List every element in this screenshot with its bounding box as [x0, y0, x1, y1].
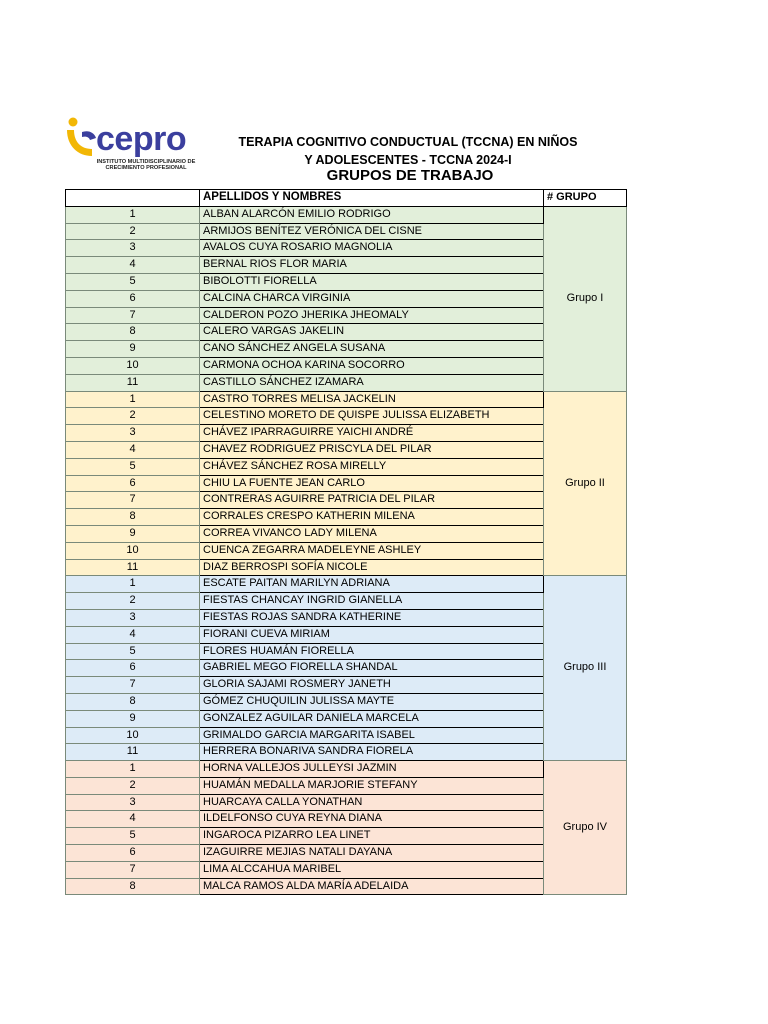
table-row: [66, 576, 627, 593]
table-row: [66, 525, 627, 542]
row-number: 10: [66, 542, 200, 559]
row-number: 1: [66, 576, 200, 593]
participant-name: CALERO VARGAS JAKELIN: [200, 324, 544, 341]
participant-name: IZAGUIRRE MEJIAS NATALI DAYANA: [200, 845, 544, 862]
participant-name: GABRIEL MEGO FIORELLA SHANDAL: [200, 660, 544, 677]
document-title: [220, 133, 596, 169]
table-row: [66, 643, 627, 660]
table-row: [66, 307, 627, 324]
table-row: [66, 324, 627, 341]
participant-name: HUAMÁN MEDALLA MARJORIE STEFANY: [200, 777, 544, 794]
row-number: 7: [66, 492, 200, 509]
col-header-number: [66, 190, 200, 207]
row-number: 2: [66, 223, 200, 240]
row-number: 3: [66, 794, 200, 811]
title-line-2: Y ADOLESCENTES - TCCNA 2024-I: [304, 153, 512, 167]
participant-name: CORREA VIVANCO LADY MILENA: [200, 525, 544, 542]
row-number: 10: [66, 357, 200, 374]
participant-name: GÓMEZ CHUQUILIN JULISSA MAYTE: [200, 693, 544, 710]
row-number: 1: [66, 206, 200, 223]
participant-name: GRIMALDO GARCIA MARGARITA ISABEL: [200, 727, 544, 744]
table-title: GRUPOS DE TRABAJO: [326, 167, 494, 184]
row-number: 8: [66, 693, 200, 710]
table-row: [66, 761, 627, 778]
table-row: [66, 693, 627, 710]
table-row: [66, 206, 627, 223]
table-row: [66, 475, 627, 492]
group-label: Grupo I: [544, 206, 627, 391]
table-row: [66, 609, 627, 626]
table-row: [66, 559, 627, 576]
table-row: [66, 845, 627, 862]
participant-name: CHÁVEZ SÁNCHEZ ROSA MIRELLY: [200, 458, 544, 475]
row-number: 11: [66, 744, 200, 761]
participant-name: DIAZ BERROSPI SOFÍA NICOLE: [200, 559, 544, 576]
table-row: [66, 710, 627, 727]
row-number: 4: [66, 626, 200, 643]
participant-name: CUENCA ZEGARRA MADELEYNE ASHLEY: [200, 542, 544, 559]
table-row: [66, 357, 627, 374]
participant-name: CHIU LA FUENTE JEAN CARLO: [200, 475, 544, 492]
row-number: 5: [66, 828, 200, 845]
table-row: [66, 660, 627, 677]
participant-name: CHÁVEZ IPARRAGUIRRE YAICHI ANDRÉ: [200, 425, 544, 442]
participant-name: LIMA ALCCAHUA MARIBEL: [200, 861, 544, 878]
table-row: [66, 341, 627, 358]
table-row: [66, 273, 627, 290]
row-number: 11: [66, 374, 200, 391]
row-number: 6: [66, 475, 200, 492]
row-number: 4: [66, 441, 200, 458]
table-row: [66, 727, 627, 744]
table-row: [66, 408, 627, 425]
row-number: 5: [66, 643, 200, 660]
table-row: [66, 744, 627, 761]
participant-name: AVALOS CUYA ROSARIO MAGNOLIA: [200, 240, 544, 257]
table-row: [66, 492, 627, 509]
participant-name: CASTILLO SÁNCHEZ IZAMARA: [200, 374, 544, 391]
table-row: [66, 777, 627, 794]
participant-name: CARMONA OCHOA KARINA SOCORRO: [200, 357, 544, 374]
table-row: [66, 542, 627, 559]
participant-name: ESCATE PAITAN MARILYN ADRIANA: [200, 576, 544, 593]
row-number: 1: [66, 761, 200, 778]
table-row: [66, 240, 627, 257]
table-row: [66, 828, 627, 845]
participant-name: FIORANI CUEVA MIRIAM: [200, 626, 544, 643]
row-number: 6: [66, 290, 200, 307]
group-label: Grupo II: [544, 391, 627, 576]
row-number: 5: [66, 458, 200, 475]
table-row: [66, 593, 627, 610]
table-row: [66, 861, 627, 878]
participant-name: INGAROCA PIZARRO LEA LINET: [200, 828, 544, 845]
row-number: 9: [66, 710, 200, 727]
table-row: [66, 441, 627, 458]
table-row: [66, 290, 627, 307]
participant-name: ILDELFONSO CUYA REYNA DIANA: [200, 811, 544, 828]
group-label: Grupo III: [544, 576, 627, 761]
table-row: [66, 811, 627, 828]
row-number: 8: [66, 324, 200, 341]
participant-name: CASTRO TORRES MELISA JACKELIN: [200, 391, 544, 408]
table-row: [66, 458, 627, 475]
participant-name: FIESTAS CHANCAY INGRID GIANELLA: [200, 593, 544, 610]
title-line-1: TERAPIA COGNITIVO CONDUCTUAL (TCCNA) EN NIÑOS: [238, 135, 578, 149]
participant-name: BIBOLOTTI FIORELLA: [200, 273, 544, 290]
row-number: 2: [66, 408, 200, 425]
table-row: [66, 878, 627, 895]
participant-name: GONZALEZ AGUILAR DANIELA MARCELA: [200, 710, 544, 727]
row-number: 8: [66, 878, 200, 895]
participant-name: HUARCAYA CALLA YONATHAN: [200, 794, 544, 811]
cepro-logo: [64, 116, 214, 182]
participant-name: GLORIA SAJAMI ROSMERY JANETH: [200, 677, 544, 694]
table-header-row: [66, 190, 627, 207]
col-header-group: # GRUPO: [544, 190, 627, 207]
table-row: [66, 391, 627, 408]
logo-wordmark: cepro: [96, 120, 187, 158]
participant-name: CALDERON POZO JHERIKA JHEOMALY: [200, 307, 544, 324]
row-number: 10: [66, 727, 200, 744]
row-number: 7: [66, 861, 200, 878]
table-row: [66, 626, 627, 643]
row-number: 8: [66, 509, 200, 526]
table-body: [66, 206, 627, 895]
participant-name: CALCINA CHARCA VIRGINIA: [200, 290, 544, 307]
participant-name: FLORES HUAMÁN FIORELLA: [200, 643, 544, 660]
group-label: Grupo IV: [544, 761, 627, 895]
row-number: 9: [66, 341, 200, 358]
participant-name: ARMIJOS BENÍTEZ VERÓNICA DEL CISNE: [200, 223, 544, 240]
groups-table: [65, 189, 627, 895]
participant-name: CELESTINO MORETO DE QUISPE JULISSA ELIZABETH: [200, 408, 544, 425]
row-number: 3: [66, 609, 200, 626]
table-row: [66, 794, 627, 811]
participant-name: CORRALES CRESPO KATHERIN MILENA: [200, 509, 544, 526]
participant-name: MALCA RAMOS ALDA MARÍA ADELAIDA: [200, 878, 544, 895]
participant-name: HERRERA BONARIVA SANDRA FIORELA: [200, 744, 544, 761]
row-number: 11: [66, 559, 200, 576]
participant-name: CANO SÁNCHEZ ANGELA SUSANA: [200, 341, 544, 358]
table-row: [66, 425, 627, 442]
row-number: 5: [66, 273, 200, 290]
table-row: [66, 374, 627, 391]
participant-name: FIESTAS ROJAS SANDRA KATHERINE: [200, 609, 544, 626]
row-number: 7: [66, 307, 200, 324]
participant-name: BERNAL RIOS FLOR MARIA: [200, 257, 544, 274]
row-number: 2: [66, 777, 200, 794]
row-number: 2: [66, 593, 200, 610]
row-number: 6: [66, 660, 200, 677]
row-number: 4: [66, 257, 200, 274]
row-number: 4: [66, 811, 200, 828]
table-row: [66, 509, 627, 526]
participant-name: CONTRERAS AGUIRRE PATRICIA DEL PILAR: [200, 492, 544, 509]
col-header-name: APELLIDOS Y NOMBRES: [200, 190, 544, 207]
participant-name: CHAVEZ RODRIGUEZ PRISCYLA DEL PILAR: [200, 441, 544, 458]
participant-name: ALBAN ALARCÓN EMILIO RODRIGO: [200, 206, 544, 223]
table-row: [66, 257, 627, 274]
logo-subtitle: INSTITUTO MULTIDISCIPLINARIO DE CRECIMIENTO PROFESIONAL: [96, 159, 196, 172]
row-number: 6: [66, 845, 200, 862]
participant-name: HORNA VALLEJOS JULLEYSI JAZMIN: [200, 761, 544, 778]
table-row: [66, 677, 627, 694]
table-row: [66, 223, 627, 240]
row-number: 7: [66, 677, 200, 694]
row-number: 1: [66, 391, 200, 408]
row-number: 3: [66, 240, 200, 257]
row-number: 9: [66, 525, 200, 542]
row-number: 3: [66, 425, 200, 442]
